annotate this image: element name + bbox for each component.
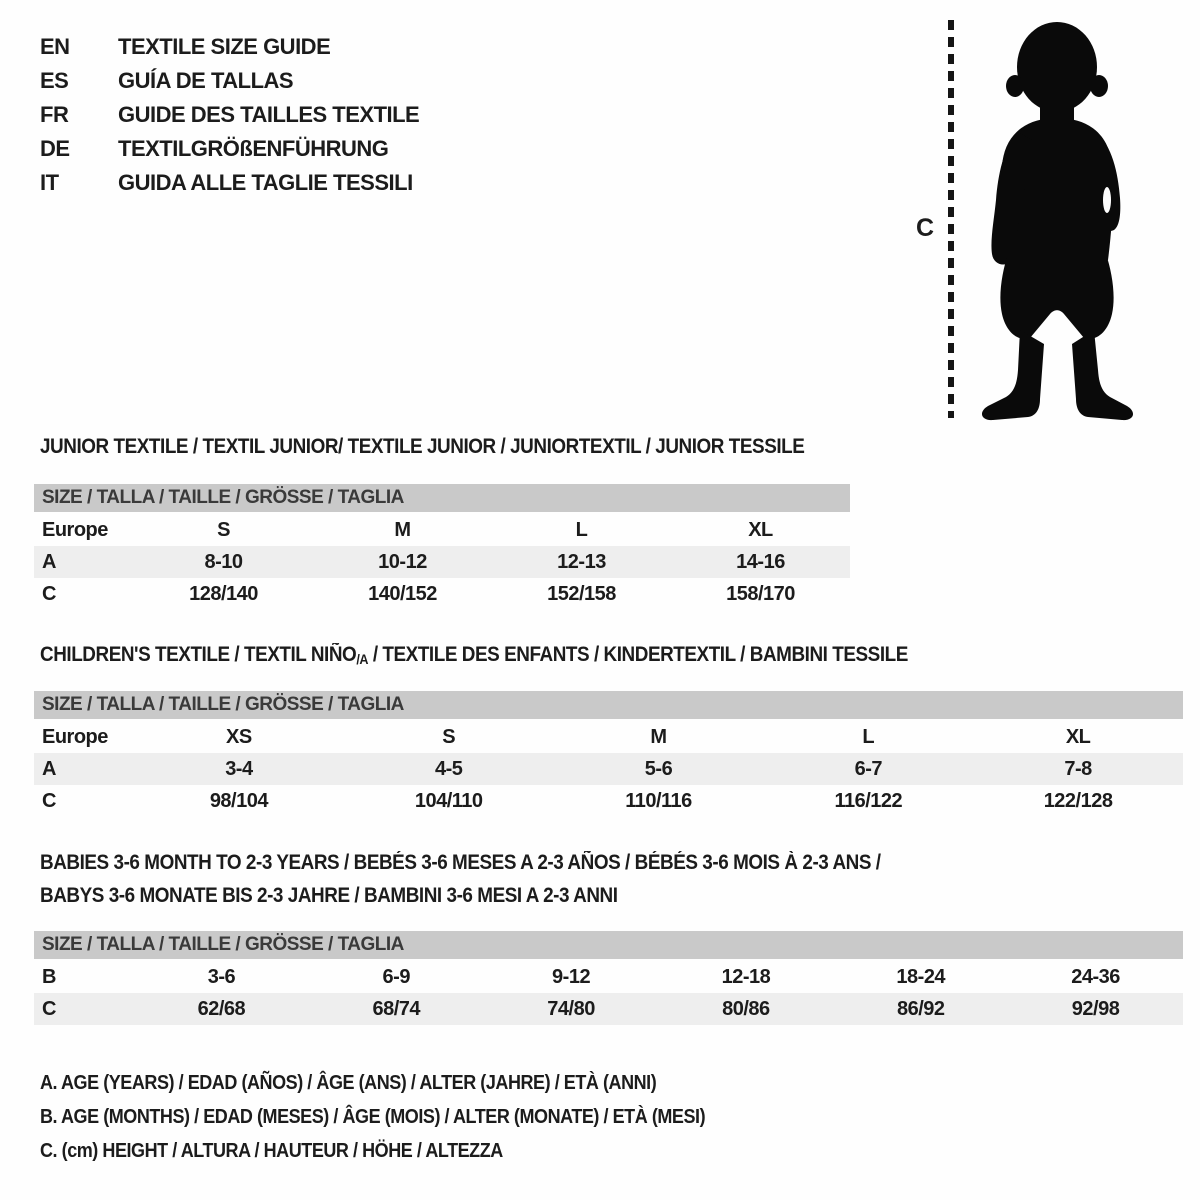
children-section-heading [40, 643, 1004, 667]
row-label: B [42, 965, 56, 988]
footnote-a [40, 1066, 779, 1100]
babies-heading-text-line1: BABIES 3-6 MONTH TO 2-3 YEARS / BEBÉS 3-6 MESES A 2-3 AÑOS / BÉBÉS 3-6 MOIS À 2-3 ANS / [40, 851, 881, 874]
language-code: IT [40, 170, 59, 195]
size-cell: 62/68 [197, 997, 246, 1020]
table-row-europe [34, 514, 850, 546]
footnote-a-text: A. AGE (YEARS) / EDAD (AÑOS) / ÂGE (ANS) / ALTER (JAHRE) / ETÀ (ANNI) [40, 1072, 657, 1094]
size-cell: 116/122 [834, 789, 903, 812]
language-row-de [40, 132, 419, 166]
size-cell: 5-6 [644, 757, 673, 780]
footnote-legend [40, 1066, 779, 1168]
size-cell: 12-13 [557, 550, 606, 573]
size-cell: 128/140 [189, 582, 258, 605]
size-cell: S [442, 725, 456, 748]
language-code: DE [40, 136, 70, 161]
language-code: ES [40, 68, 69, 93]
table-row-months [34, 961, 1183, 993]
size-cell: 6-9 [382, 965, 410, 988]
children-heading-prefix: CHILDREN'S TEXTILE / TEXTIL NIÑO [40, 643, 357, 666]
babies-size-table [34, 931, 1183, 1025]
babies-section-heading-line2 [40, 884, 682, 908]
table-row-age [34, 546, 850, 578]
size-cell: 24-36 [1071, 965, 1120, 988]
junior-section-heading [40, 435, 889, 459]
size-header-bar: SIZE / TALLA / TAILLE / GRÖSSE / TAGLIA [34, 691, 1183, 719]
row-label: C [42, 582, 56, 605]
language-title: GUIDA ALLE TAGLIE TESSILI [118, 170, 413, 195]
language-row-en [40, 30, 419, 64]
height-dashed-line [948, 20, 954, 418]
size-cell: XL [1065, 725, 1091, 748]
size-cell: XL [748, 518, 773, 541]
footnote-c [40, 1134, 779, 1168]
language-row-es [40, 64, 419, 98]
junior-size-table [34, 484, 850, 610]
size-cell: 98/104 [209, 789, 268, 812]
row-label: A [42, 550, 56, 573]
language-code: EN [40, 34, 70, 59]
size-cell: S [217, 518, 230, 541]
size-cell: XS [226, 725, 252, 748]
junior-heading-text: JUNIOR TEXTILE / TEXTIL JUNIOR/ TEXTILE JUNIOR / JUNIORTEXTIL / JUNIOR TESSILE [40, 435, 805, 458]
footnote-b [40, 1100, 779, 1134]
size-header-bar: SIZE / TALLA / TAILLE / GRÖSSE / TAGLIA [34, 484, 850, 512]
size-cell: 7-8 [1064, 757, 1092, 780]
size-header-bar: SIZE / TALLA / TAILLE / GRÖSSE / TAGLIA [34, 931, 1183, 959]
footnote-c-text: C. (cm) HEIGHT / ALTURA / HAUTEUR / HÖHE / ALTEZZA [40, 1140, 503, 1162]
language-code: FR [40, 102, 69, 127]
babies-heading-text-line2: BABYS 3-6 MONATE BIS 2-3 JAHRE / BAMBINI 3-6 MESI A 2-3 ANNI [40, 884, 618, 907]
babies-section-heading-line1 [40, 851, 974, 875]
size-cell: 104/110 [414, 789, 483, 812]
size-cell: 3-6 [207, 965, 236, 988]
size-cell: 86/92 [896, 997, 945, 1020]
size-cell: 8-10 [204, 550, 243, 573]
row-label: C [42, 997, 56, 1020]
size-cell: M [650, 725, 667, 748]
table-row-europe [34, 721, 1183, 753]
size-cell: 12-18 [721, 965, 771, 988]
table-row-height [34, 785, 1183, 817]
size-cell: L [575, 518, 588, 541]
size-cell: L [862, 725, 875, 748]
size-cell: 3-4 [225, 757, 253, 780]
size-cell: 4-5 [434, 757, 463, 780]
size-cell: 152/158 [547, 582, 616, 605]
table-row-height [34, 993, 1183, 1025]
size-cell: 80/86 [722, 997, 770, 1020]
size-cell: 122/128 [1043, 789, 1113, 812]
table-row-age [34, 753, 1183, 785]
children-size-table [34, 691, 1183, 817]
row-label: Europe [42, 725, 108, 748]
size-cell: 68/74 [372, 997, 421, 1020]
size-cell: 6-7 [854, 757, 882, 780]
children-heading-sub: /A [356, 651, 369, 667]
row-label: Europe [42, 518, 108, 541]
row-label: C [42, 789, 56, 812]
size-cell: M [394, 518, 411, 541]
language-title-list [40, 30, 419, 200]
language-title: GUIDE DES TAILLES TEXTILE [118, 102, 420, 127]
size-cell: 9-12 [552, 965, 591, 988]
language-row-fr [40, 98, 419, 132]
children-heading-suffix: / TEXTILE DES ENFANTS / KINDERTEXTIL / BAMBINI TESSILE [368, 643, 908, 666]
size-cell: 110/116 [625, 789, 692, 812]
row-label: A [42, 757, 56, 780]
toddler-silhouette-icon [964, 14, 1148, 422]
size-cell: 74/80 [547, 997, 595, 1020]
size-cell: 10-12 [378, 550, 427, 573]
size-cell: 14-16 [736, 550, 785, 573]
height-measure-label: C [916, 214, 935, 242]
language-title: GUÍA DE TALLAS [118, 68, 294, 93]
size-cell: 18-24 [896, 965, 946, 988]
table-row-height [34, 578, 850, 610]
language-title: TEXTILGRÖßENFÜHRUNG [118, 136, 389, 161]
size-cell: 158/170 [726, 582, 795, 605]
children-heading-text [40, 643, 908, 667]
language-row-it [40, 166, 419, 200]
language-title: TEXTILE SIZE GUIDE [118, 34, 331, 59]
size-cell: 92/98 [1071, 997, 1120, 1020]
size-cell: 140/152 [368, 582, 437, 605]
footnote-b-text: B. AGE (MONTHS) / EDAD (MESES) / ÂGE (MOIS) / ALTER (MONATE) / ETÀ (MESI) [40, 1106, 706, 1128]
